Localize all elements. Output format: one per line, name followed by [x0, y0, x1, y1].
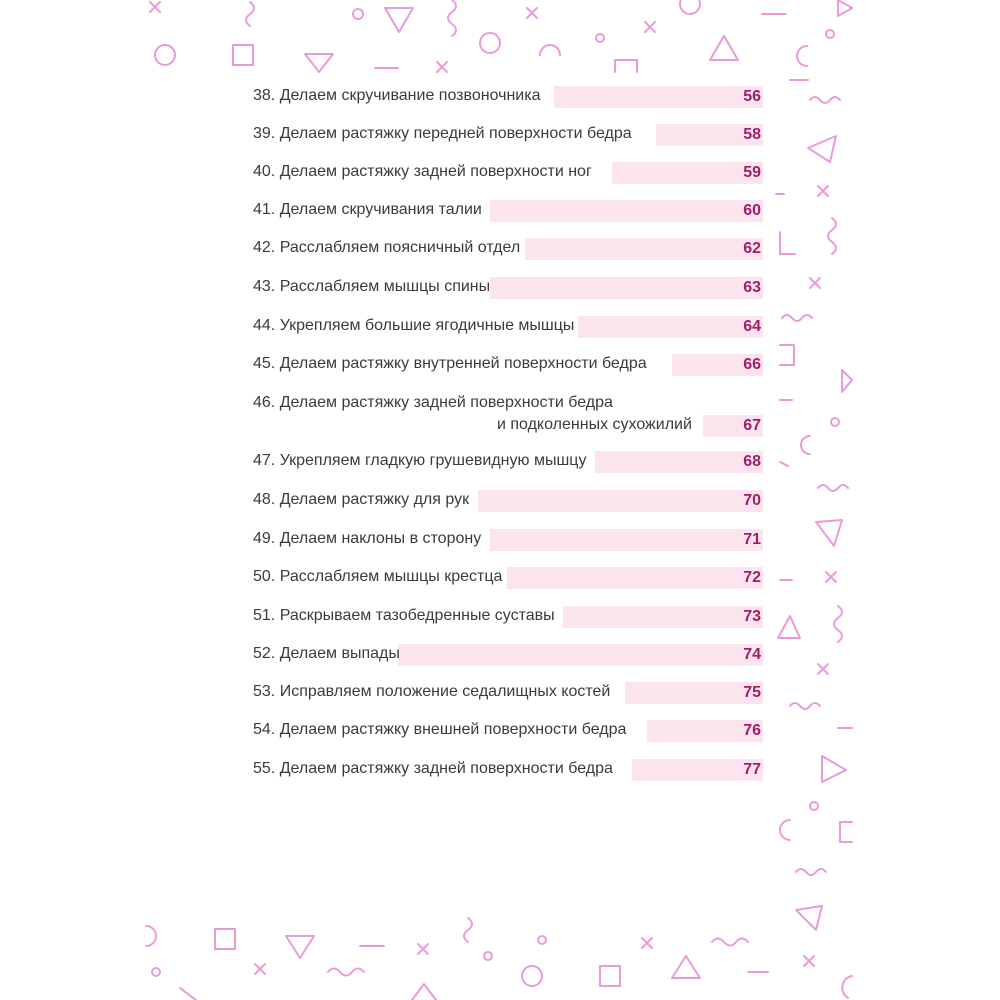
page-number-band — [612, 162, 763, 184]
toc-page-number: 68 — [743, 453, 761, 470]
toc-entry-title: 46. Делаем растяжку задней поверхности бедра — [253, 394, 613, 411]
toc-entry-title: 53. Исправляем положение седалищных костей — [253, 683, 611, 700]
toc-page-number: 56 — [743, 88, 761, 105]
toc-page-number: 73 — [743, 608, 761, 625]
page-number-band — [525, 238, 763, 260]
page-number-band — [490, 200, 763, 222]
toc-entry-title: 51. Раскрываем тазобедренные суставы — [253, 607, 555, 624]
page-number-band — [507, 567, 763, 589]
toc-entry[interactable] — [253, 277, 763, 299]
toc-page-number: 60 — [743, 202, 761, 219]
toc-page-number: 70 — [743, 492, 761, 509]
toc-entry-title: 48. Делаем растяжку для рук — [253, 491, 470, 508]
toc-page-number: 58 — [743, 126, 761, 143]
toc-page-number: 76 — [743, 722, 761, 739]
toc-entry-title: 55. Делаем растяжку задней поверхности бедра — [253, 760, 613, 777]
toc-page-number: 64 — [743, 318, 761, 335]
toc-entry[interactable] — [253, 393, 763, 437]
toc-entry[interactable] — [253, 720, 763, 742]
toc-entry-title: 50. Расслабляем мышцы крестца — [253, 568, 503, 585]
toc-entry[interactable] — [253, 644, 763, 666]
toc-page-number: 74 — [743, 646, 761, 663]
toc-page-number: 66 — [743, 356, 761, 373]
toc-entry-title: 43. Расслабляем мышцы спины — [253, 278, 491, 295]
page-number-band — [563, 606, 763, 628]
toc-entry-title: 41. Делаем скручивания талии — [253, 201, 482, 218]
toc-entry-title: 38. Делаем скручивание позвоночника — [253, 87, 541, 104]
toc-entry[interactable] — [253, 316, 763, 338]
toc-entry[interactable] — [253, 606, 763, 628]
toc-entry-title: 40. Делаем растяжку задней поверхности ног — [253, 163, 592, 180]
toc-page-number: 63 — [743, 279, 761, 296]
page-number-band — [595, 451, 763, 473]
toc-entry-title: 47. Укрепляем гладкую грушевидную мышцу — [253, 452, 587, 469]
toc-entry[interactable] — [253, 682, 763, 704]
toc-entry-title: 39. Делаем растяжку передней поверхности бедра — [253, 125, 632, 142]
toc-entry[interactable] — [253, 759, 763, 781]
toc-page-number: 67 — [743, 417, 761, 434]
toc-page-number: 75 — [743, 684, 761, 701]
toc-entry[interactable] — [253, 567, 763, 589]
toc-page-number: 77 — [743, 761, 761, 778]
toc-page-number: 72 — [743, 569, 761, 586]
toc-page-number: 71 — [743, 531, 761, 548]
toc-entry[interactable] — [253, 86, 763, 108]
page-number-band — [478, 490, 763, 512]
toc-page-number: 62 — [743, 240, 761, 257]
page-number-band — [578, 316, 763, 338]
toc-entry-title: 44. Укрепляем большие ягодичные мышцы — [253, 317, 575, 334]
toc-entry-title: 49. Делаем наклоны в сторону — [253, 530, 482, 547]
toc-entry[interactable] — [253, 490, 763, 512]
toc-entry[interactable] — [253, 124, 763, 146]
page-number-band — [490, 277, 763, 299]
page-number-band — [398, 644, 763, 666]
toc-entry-title-continued: и подколенных сухожилий — [497, 416, 692, 433]
toc-entry[interactable] — [253, 200, 763, 222]
toc-entry-title: 42. Расслабляем поясничный отдел — [253, 239, 521, 256]
toc-entry[interactable] — [253, 354, 763, 376]
toc-entry-title: 54. Делаем растяжку внешней поверхности бедра — [253, 721, 627, 738]
toc-entry[interactable] — [253, 529, 763, 551]
toc-entry-title: 45. Делаем растяжку внутренней поверхности бедра — [253, 355, 647, 372]
page-number-band — [490, 529, 763, 551]
toc-entry-title: 52. Делаем выпады — [253, 645, 400, 662]
toc-page-number: 59 — [743, 164, 761, 181]
toc-entry[interactable] — [253, 451, 763, 473]
toc-entry[interactable] — [253, 238, 763, 260]
toc-entry[interactable] — [253, 162, 763, 184]
page-number-band — [554, 86, 763, 108]
